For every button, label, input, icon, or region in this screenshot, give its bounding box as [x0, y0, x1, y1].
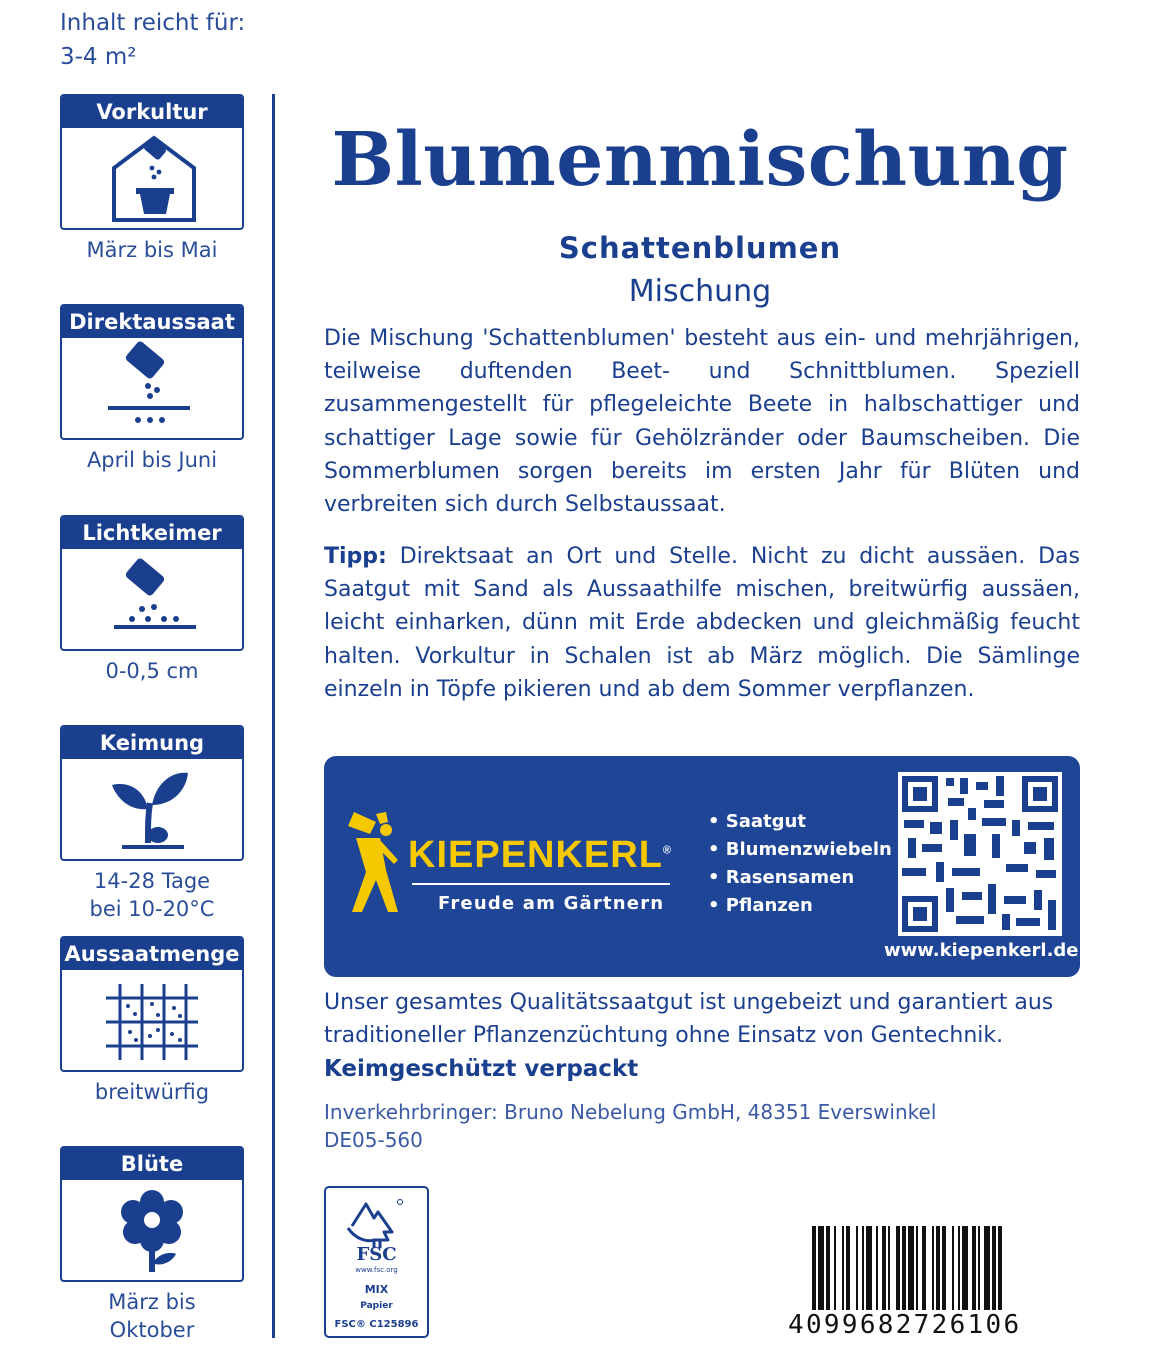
tip-label: Tipp:	[324, 544, 387, 569]
product-variety: Mischung	[628, 274, 772, 309]
seedling-icon	[62, 759, 242, 859]
info-caption-line1: März bis	[108, 1290, 196, 1314]
qr-code-icon[interactable]	[898, 772, 1062, 936]
coverage-label: Inhalt reicht für:	[60, 10, 246, 36]
info-caption	[60, 1288, 244, 1344]
flower-icon	[62, 1180, 242, 1280]
fsc-badge	[324, 1186, 429, 1338]
info-title: Lichtkeimer	[62, 517, 242, 549]
info-title: Vorkultur	[62, 96, 242, 128]
info-block-vorkultur	[60, 94, 244, 264]
brand-slogan: Freude am Gärtnern	[438, 893, 665, 914]
barcode-number: 4099682726106	[788, 1310, 1022, 1340]
info-block-lichtkeimer	[60, 515, 244, 685]
distributor-code: DE05-560	[324, 1128, 423, 1152]
fsc-url: www.fsc.org	[355, 1266, 398, 1274]
info-box	[60, 936, 244, 1072]
seed-grid-icon	[62, 970, 242, 1070]
sowing-tip	[324, 540, 1080, 706]
column-divider	[272, 94, 275, 1338]
brand-banner	[324, 756, 1080, 977]
product-subtitle: Schattenblumen	[558, 231, 842, 265]
kiepenkerl-logo-icon	[346, 808, 406, 916]
info-block-aussaatmenge	[60, 936, 244, 1106]
tip-text: Direktsaat an Ort und Stelle. Nicht zu dicht aussäen. Das Saatgut mit Sand als Aussaathilfe mischen, breitwürfig aussäen, leicht einharken, dünn mit Erde abdecken und gleichmäßig feucht halten. Vorkultur in Schalen ist ab März möglich. Die Sämlinge einzeln in Töpfe pikieren und ab dem Sommer verpflanzen.	[324, 544, 1080, 702]
info-title: Blüte	[62, 1148, 242, 1180]
info-box	[60, 94, 244, 230]
list-item: • Rasensamen	[708, 864, 892, 892]
fsc-mix: MIX	[364, 1283, 389, 1296]
info-box	[60, 304, 244, 440]
packed-note: Keimgeschützt verpackt	[324, 1056, 639, 1082]
brand-product-list	[708, 808, 892, 920]
barcode-digits	[788, 1310, 1078, 1340]
fsc-name: FSC	[356, 1244, 397, 1265]
coverage-info	[60, 6, 245, 74]
list-item: • Pflanzen	[708, 892, 892, 920]
info-block-keimung	[60, 725, 244, 923]
info-title: Direktaussaat	[62, 306, 242, 338]
light-germinator-icon	[62, 549, 242, 649]
info-caption-line2: Oktober	[109, 1318, 195, 1342]
product-description: Die Mischung 'Schattenblumen' besteht aus ein- und mehrjährigen, teilweise duftenden Beet- und Schnittblumen. Speziell zusammengestellt für pflegeleichte Beete in halbschattiger und schattiger Lage sowie für Gehölzränder oder Baumscheiben. Die Sommerblumen sorgen bereits im ersten Jahr für Blüten und verbreiten sich durch Selbstaussaat.	[324, 326, 1080, 518]
info-box	[60, 725, 244, 861]
info-caption: April bis Juni	[86, 448, 218, 472]
info-caption	[60, 867, 244, 923]
fsc-code: FSC® C125896	[334, 1319, 419, 1330]
info-caption-line1: 14-28 Tage	[93, 869, 211, 893]
quality-statement: Unser gesamtes Qualitätssaatgut ist ungebeizt und garantiert aus traditioneller Pflanzenzüchtung ohne Einsatz von Gentechnik.	[324, 990, 1054, 1048]
info-block-bluete	[60, 1146, 244, 1344]
brand-name-text: KIEPENKERL	[408, 834, 663, 876]
brand-name	[408, 834, 672, 877]
greenhouse-icon	[62, 128, 242, 228]
info-title: Aussaatmenge	[62, 938, 242, 970]
list-item: • Saatgut	[708, 808, 892, 836]
brand-underline	[412, 883, 670, 885]
brand-website-link[interactable]: www.kiepenkerl.de	[884, 940, 1079, 961]
distributor-line: Inverkehrbringer: Bruno Nebelung GmbH, 48351 Everswinkel	[324, 1100, 937, 1124]
fsc-paper: Papier	[360, 1301, 393, 1311]
direct-sowing-icon	[62, 338, 242, 438]
registered-mark: ®	[662, 844, 673, 857]
product-title: Blumenmischung	[331, 117, 1069, 203]
info-box	[60, 1146, 244, 1282]
info-caption: März bis Mai	[86, 238, 218, 262]
list-item: • Blumenzwiebeln	[708, 836, 892, 864]
info-box	[60, 515, 244, 651]
info-block-direktaussaat	[60, 304, 244, 474]
info-title: Keimung	[62, 727, 242, 759]
info-caption: 0-0,5 cm	[105, 659, 199, 683]
distributor-info	[324, 1098, 936, 1154]
coverage-value: 3-4 m²	[60, 44, 137, 70]
info-caption-line2: bei 10-20°C	[89, 897, 215, 921]
info-caption: breitwürfig	[94, 1080, 210, 1104]
